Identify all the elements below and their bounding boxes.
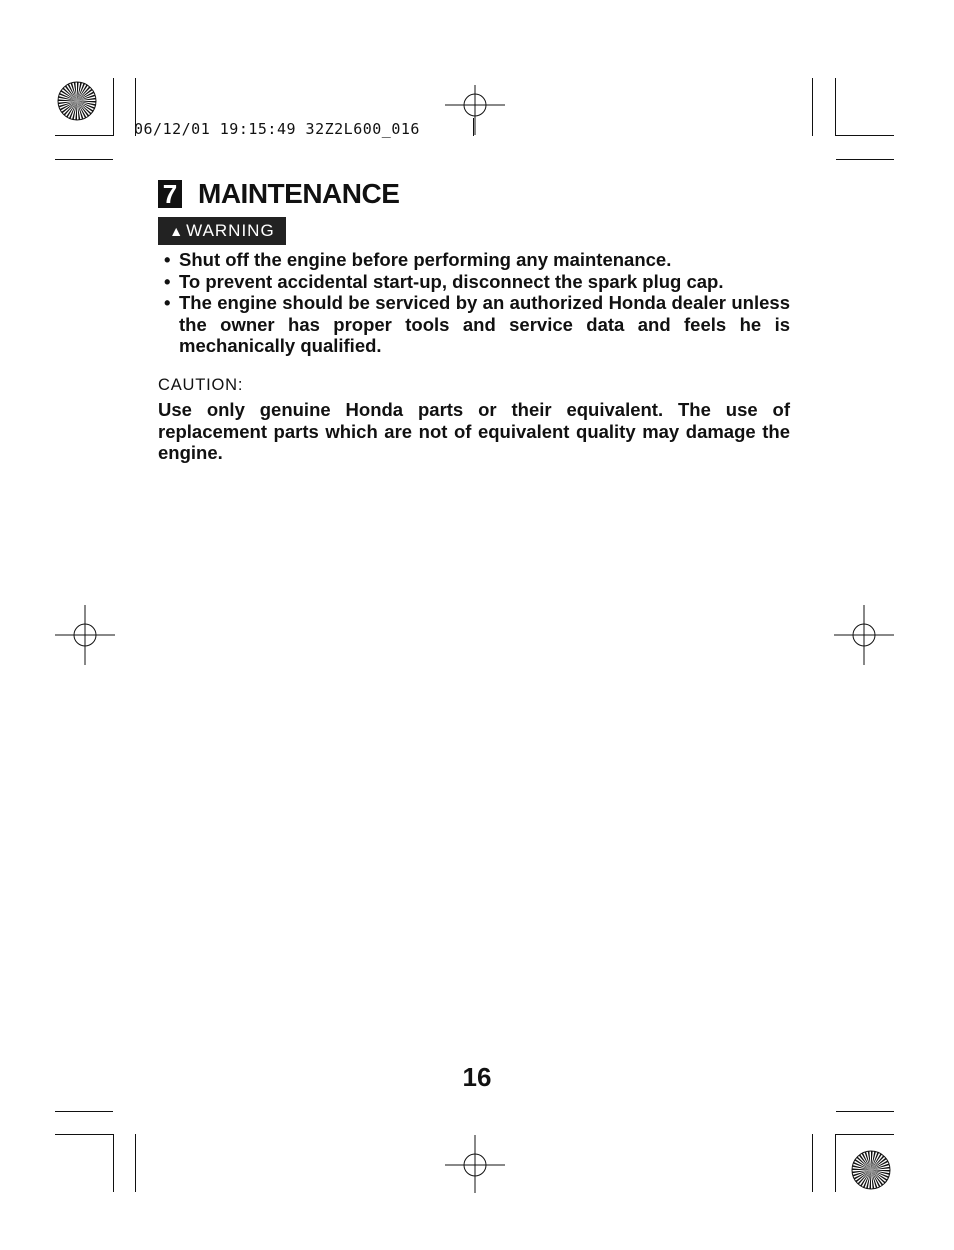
crop-line — [812, 1134, 813, 1192]
warning-list — [164, 249, 790, 357]
bullet-icon: • — [164, 292, 171, 313]
warning-item-text: Shut off the engine before performing any maintenance. — [179, 249, 672, 270]
crop-line — [836, 1134, 894, 1135]
page-number: 16 — [462, 1062, 492, 1092]
print-stamp: 06/12/01 19:15:49 32Z2L600_016 — [134, 120, 420, 138]
list-item — [164, 292, 790, 357]
crop-line — [835, 78, 836, 136]
crop-line — [55, 1134, 113, 1135]
crop-line — [55, 1111, 113, 1112]
starburst-registration-mark-top-left — [57, 81, 97, 121]
section-number-badge: 7 — [158, 180, 182, 208]
crop-line — [836, 159, 894, 160]
crosshair-registration-mark-right — [834, 605, 894, 665]
warning-item-text: The engine should be serviced by an authorized Honda dealer unless the owner has proper tools and service data and feels he is mechanically qualified. — [179, 292, 790, 356]
list-item — [164, 249, 790, 271]
crop-line — [113, 78, 114, 136]
bullet-icon: • — [164, 270, 171, 292]
list-item — [164, 271, 790, 293]
bullet-icon: • — [164, 249, 171, 270]
warning-triangle-icon: ▲ — [169, 223, 185, 239]
crop-line — [812, 78, 813, 136]
warning-badge — [158, 217, 286, 245]
crop-line — [836, 135, 894, 136]
crop-line — [135, 1134, 136, 1192]
crosshair-registration-mark-bottom — [445, 1135, 505, 1195]
crosshair-registration-mark-left — [55, 605, 115, 665]
page-title: MAINTENANCE — [198, 178, 400, 209]
warning-label: WARNING — [186, 221, 275, 240]
crop-line — [836, 1111, 894, 1112]
crop-line — [835, 1134, 836, 1192]
crop-line — [55, 159, 113, 160]
warning-item-text: To prevent accidental start-up, disconnect the spark plug cap. — [179, 270, 724, 292]
caution-text: Use only genuine Honda parts or their equivalent. The use of replacement parts which are not of equivalent quality may damage the engine. — [158, 399, 790, 463]
crosshair-registration-mark-top — [445, 85, 505, 145]
crop-line — [113, 1134, 114, 1192]
crop-line — [55, 135, 113, 136]
starburst-registration-mark-bottom-right — [851, 1150, 891, 1190]
caution-label: CAUTION: — [158, 376, 244, 394]
crop-line — [473, 118, 474, 136]
section-header — [158, 178, 399, 210]
